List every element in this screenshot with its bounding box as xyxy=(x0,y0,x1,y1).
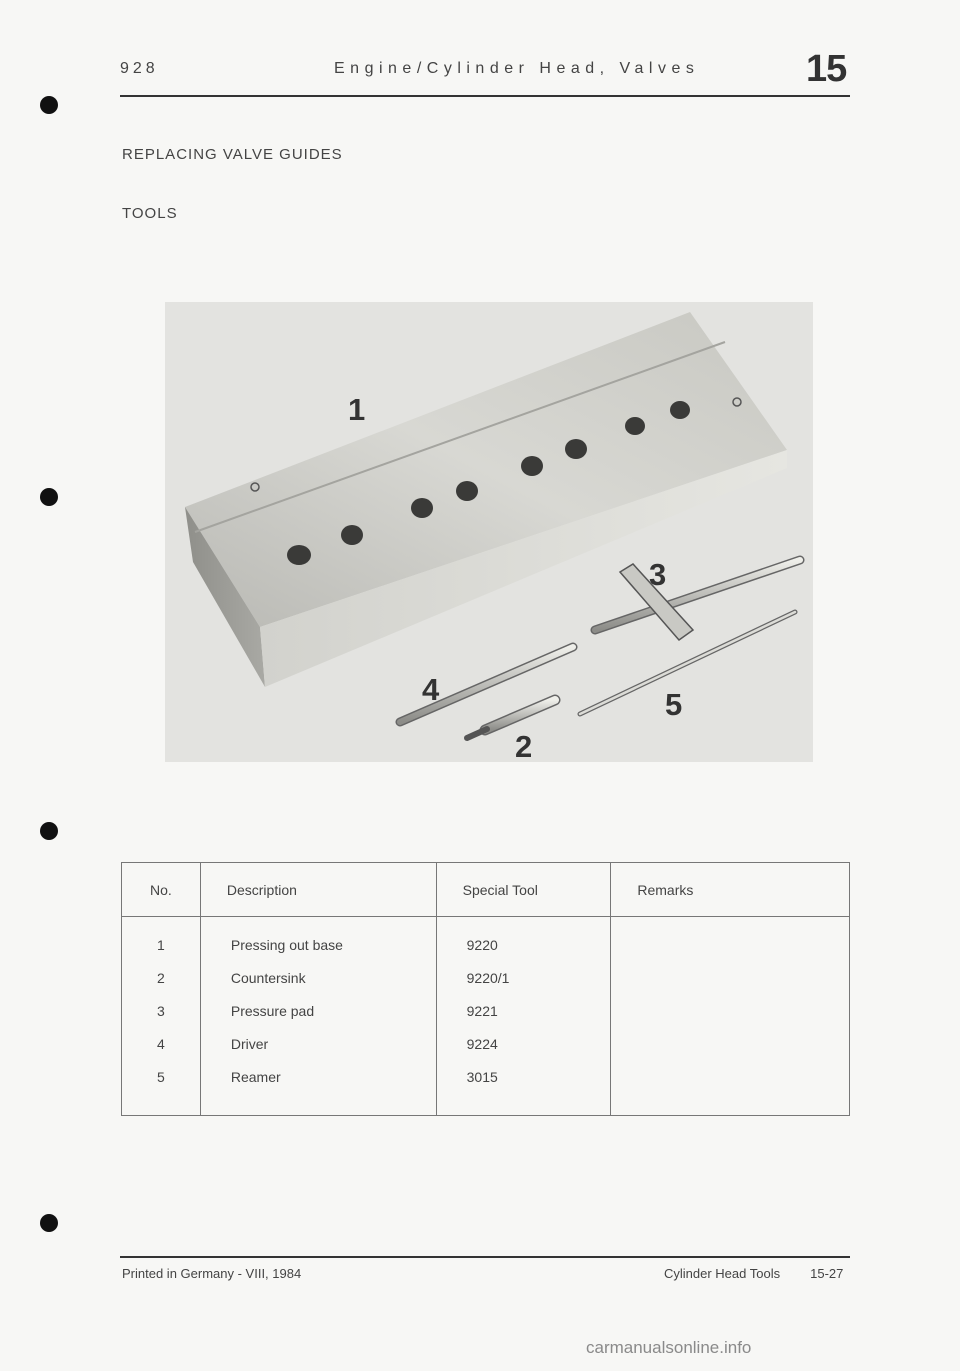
callout-5: 5 xyxy=(665,687,683,722)
header-rule xyxy=(120,95,850,97)
footer-printed: Printed in Germany - VIII, 1984 xyxy=(122,1266,302,1281)
tool-pressure-pad xyxy=(595,560,800,640)
column-no xyxy=(122,917,201,1116)
tool-countersink xyxy=(467,700,555,738)
tools-table xyxy=(121,862,850,1116)
table-body-row xyxy=(122,917,850,1116)
table-cell-no: 5 xyxy=(157,1069,165,1085)
header-title: Engine/Cylinder Head, Valves xyxy=(334,60,700,77)
table-cell-description: Pressure pad xyxy=(230,1003,315,1019)
binder-hole xyxy=(40,488,58,506)
table-cell-special-tool: 3015 xyxy=(466,1069,498,1085)
header-description: Description xyxy=(200,863,436,917)
table-cell-description: Reamer xyxy=(230,1069,281,1085)
table-cell-description: Countersink xyxy=(230,970,306,986)
table-cell-no: 1 xyxy=(157,937,165,953)
footer-page-number: 15-27 xyxy=(810,1266,844,1281)
footer-rule xyxy=(120,1256,850,1258)
callout-1: 1 xyxy=(348,392,366,427)
table-cell-no: 4 xyxy=(157,1036,165,1052)
column-description xyxy=(200,917,436,1116)
watermark: carmanualsonline.info xyxy=(586,1338,752,1357)
footer-section: Cylinder Head Tools xyxy=(664,1266,781,1281)
table-cell-special-tool: 9220/1 xyxy=(466,970,510,986)
tools-label: TOOLS xyxy=(122,205,178,222)
binder-hole xyxy=(40,96,58,114)
section-title: REPLACING VALVE GUIDES xyxy=(122,146,343,163)
header-remarks: Remarks xyxy=(611,863,850,917)
tools-illustration xyxy=(165,302,813,762)
table-cell-special-tool: 9220 xyxy=(466,937,498,953)
table-cell-no: 2 xyxy=(157,970,165,986)
table-cell-special-tool: 9221 xyxy=(466,1003,498,1019)
column-remarks xyxy=(611,917,850,1116)
callout-2: 2 xyxy=(515,729,533,762)
binder-hole xyxy=(40,822,58,840)
table-cell-no: 3 xyxy=(157,1003,165,1019)
column-special-tool xyxy=(436,917,611,1116)
table-cell-special-tool: 9224 xyxy=(466,1036,498,1052)
header-model: 928 xyxy=(120,60,159,77)
tools-photo xyxy=(165,302,813,762)
callout-3: 3 xyxy=(649,557,667,592)
callout-4: 4 xyxy=(422,672,440,707)
footer-right xyxy=(664,1266,843,1281)
header-special-tool: Special Tool xyxy=(436,863,611,917)
header-no: No. xyxy=(122,863,201,917)
table-cell-description: Pressing out base xyxy=(230,937,343,953)
table-header-row xyxy=(122,863,850,917)
binder-hole xyxy=(40,1214,58,1232)
header-group-number: 15 xyxy=(806,48,847,90)
table-cell-description: Driver xyxy=(230,1036,269,1052)
